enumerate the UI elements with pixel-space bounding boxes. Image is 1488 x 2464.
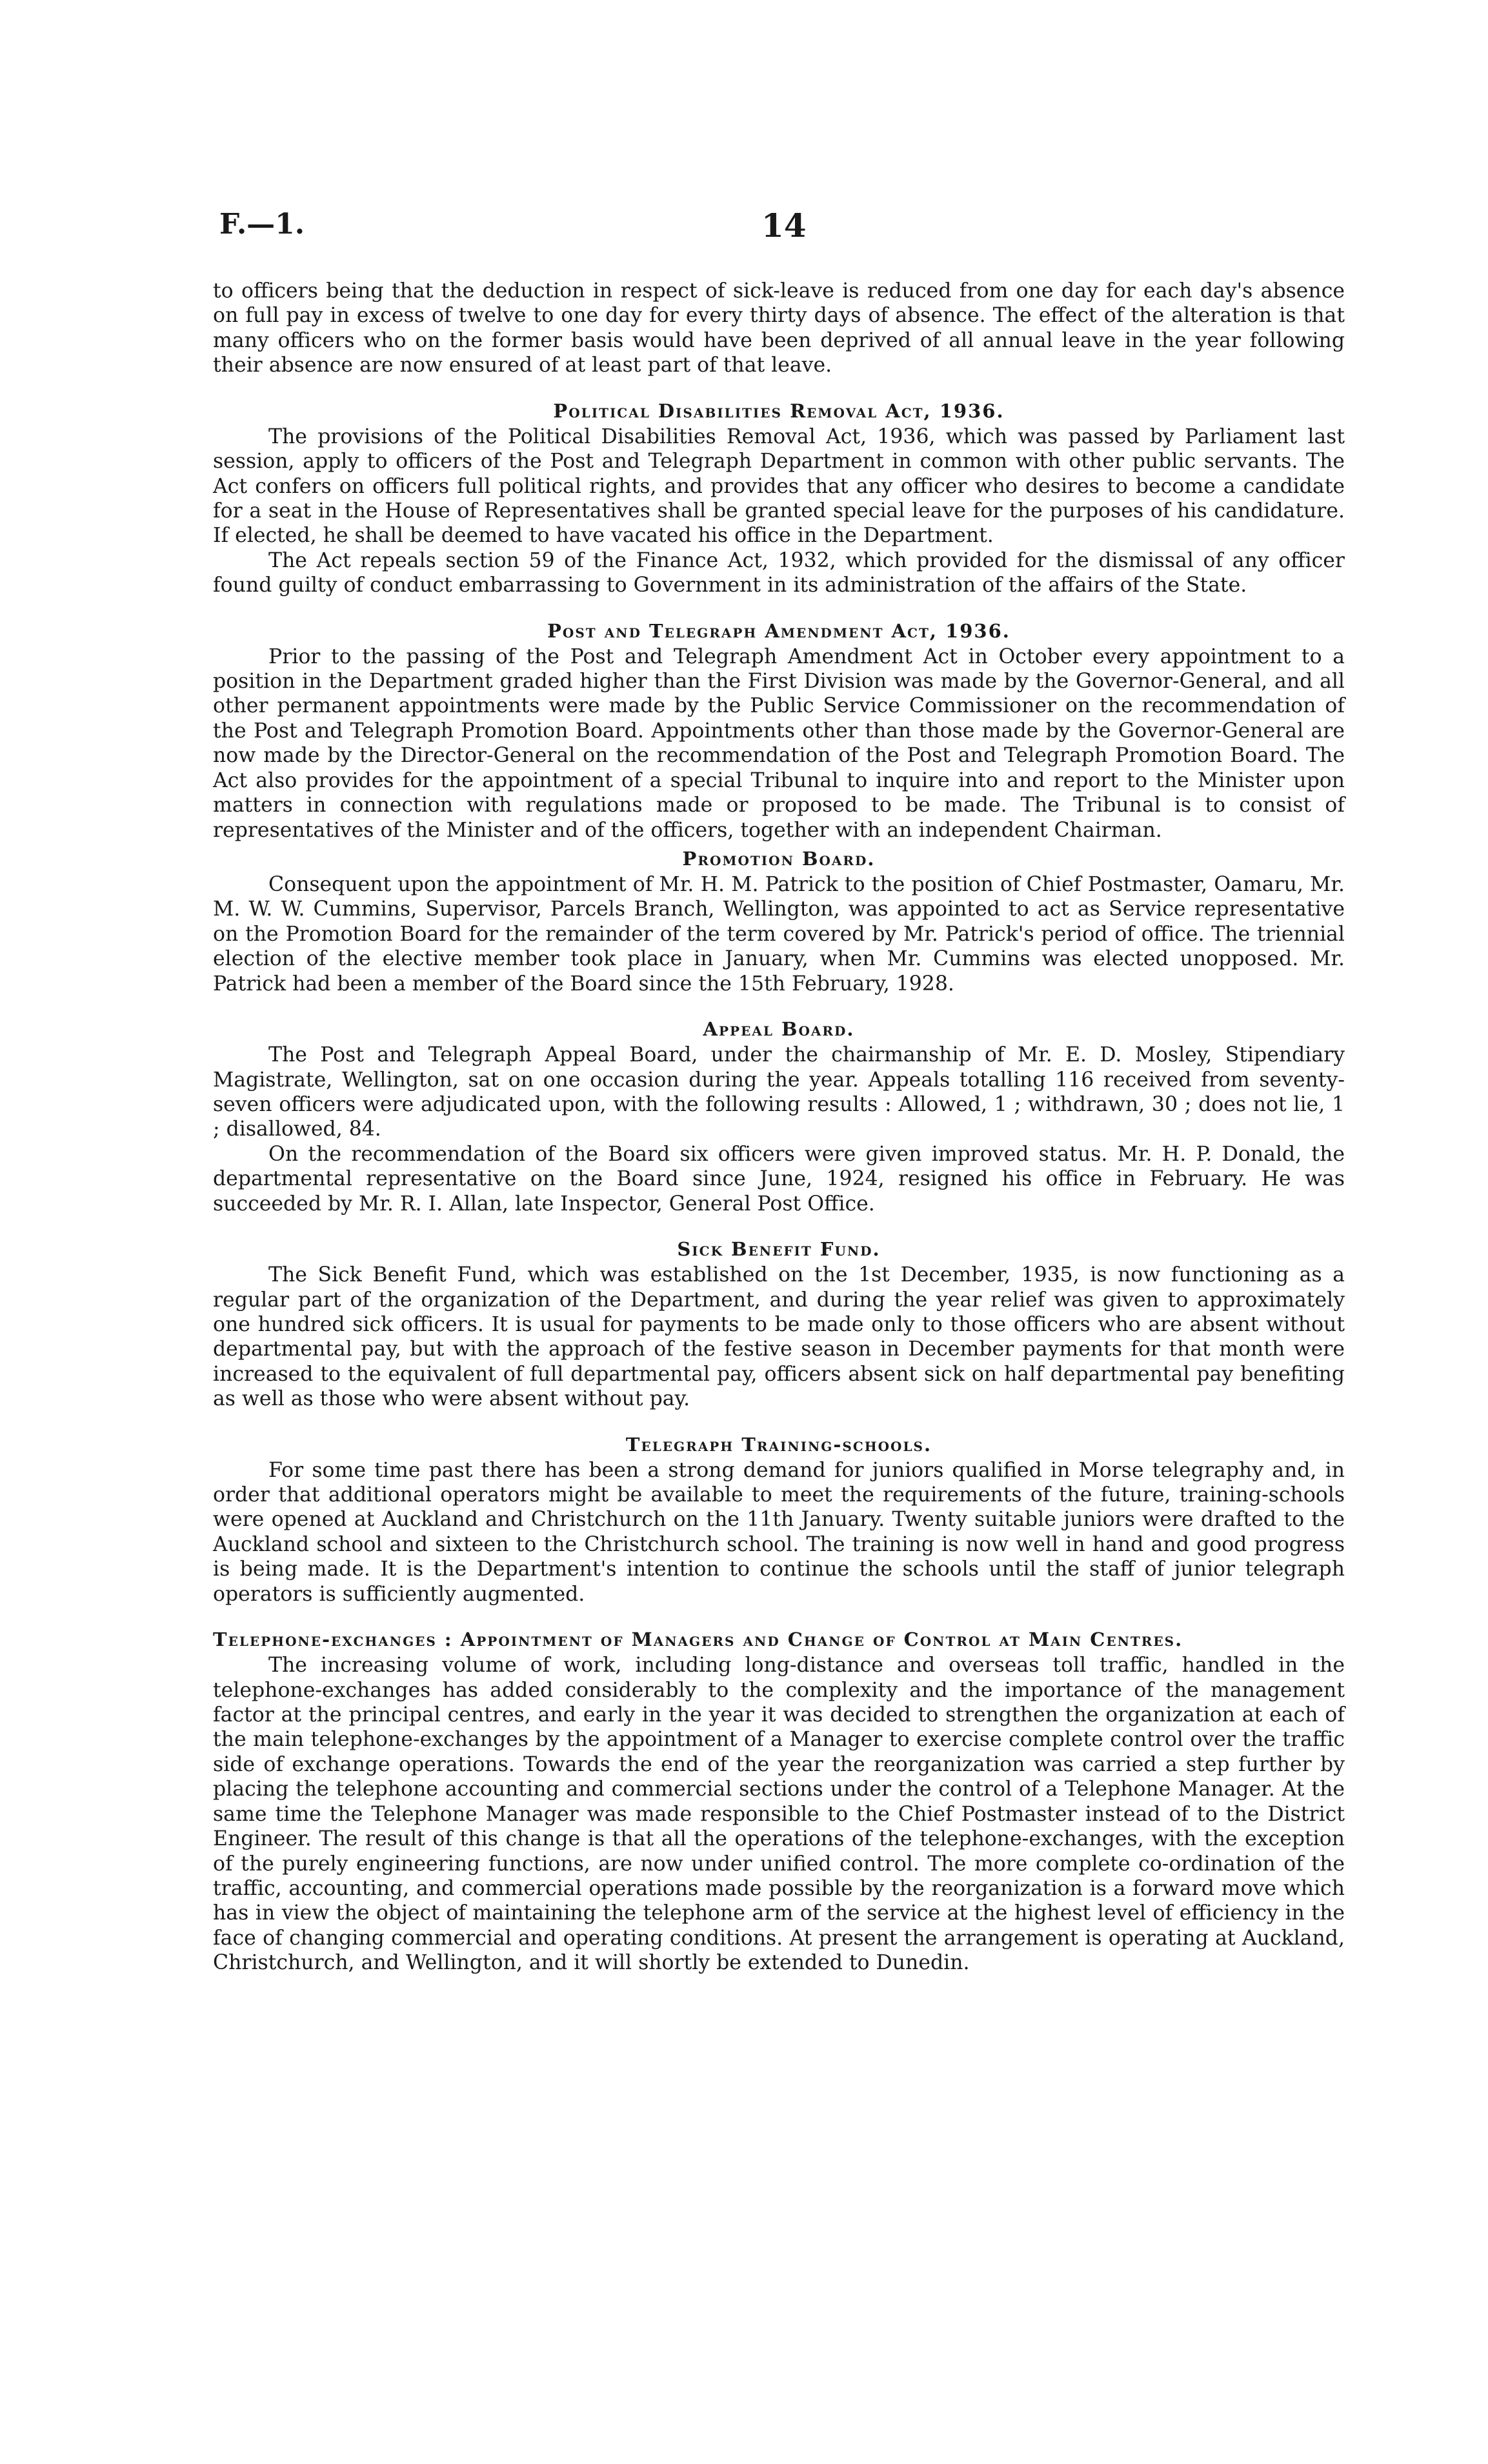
paragraph-telephone-exchanges: The increasing volume of work, including long-distance and overseas toll traffic, handled in the telephone-exchanges has added considerably to the complexity and the importance of the management factor at the principal centres, and early in the year it was decided to strengthen the organization at each of the main telephone-exchanges by the appointment of a Manager to exercise complete control over the traffic side of exchange operations. Towards the end of the year the reorganization was carried a step further by placing the telephone accounting and commercial sections under the control of a Telephone Manager. At the same time the Telephone Manager was made responsible to the Chief Postmaster instead of to the District Engineer. The result of this change is that all the operations of the telephone-exchanges, with the exception of the purely engineering functions, are now under unified control. The more complete co-ordination of the traffic, accounting, and commercial operations made possible by the reorganization is a forward move which has in view the object of maintaining the telephone arm of the service at the highest level of efficiency in the face of changing commercial and operating conditions. At present the arrangement is operating at Auckland, Christchurch, and Wellington, and it will shortly be extended to Dunedin. bbox=[213, 1654, 1345, 1975]
heading-telephone-exchanges: Telephone-exchanges : Appointment of Managers and Change of Control at Main Centres. bbox=[213, 1628, 1183, 1651]
paragraph-political-disabilities-1: The provisions of the Political Disabilities Removal Act, 1936, which was passed by Parliament last session, apply to officers of the Post and Telegraph Department in common with other public servants. The Act confers on officers full political rights, and provides that any officer who desires to become a candidate for a seat in the House of Representatives shall be granted special leave for the purposes of his candidature. If elected, he shall be deemed to have vacated his office in the Department. bbox=[213, 425, 1345, 548]
heading-appeal-board: Appeal Board. bbox=[703, 1018, 855, 1041]
paragraph-political-disabilities-2: The Act repeals section 59 of the Finance Act, 1932, which provided for the dismissal of any officer found guilty of conduct embarrassing to Government in its administration of the affairs of the State. bbox=[213, 548, 1345, 597]
paragraph-sick-leave-continuation: to officers being that the deduction in respect of sick-leave is reduced from one day for each day's absence on full pay in excess of twelve to one day for every thirty days of absence. The effect of the alteration is that many officers who on the former basis would have been deprived of all annual leave in the year following their absence are now ensured of at least part of that leave. bbox=[213, 279, 1345, 377]
paragraph-post-telegraph-amendment: Prior to the passing of the Post and Telegraph Amendment Act in October every appointment to a position in the Department graded higher than the First Division was made by the Governor-General, and all other permanent appointments were made by the Public Service Commissioner on the recommendation of the Post and Telegraph Promotion Board. Appointments other than those made by the Governor-General are now made by the Director-General on the recommendation of the Post and Telegraph Promotion Board. The Act also provides for the appointment of a special Tribunal to inquire into and report to the Minister upon matters in connection with regulations made or proposed to be made. The Tribunal is to consist of representatives of the Minister and of the officers, together with an independent Chairman. bbox=[213, 645, 1345, 842]
paragraph-promotion-board: Consequent upon the appointment of Mr. H. M. Patrick to the position of Chief Postmaster, Oamaru, Mr. M. W. W. Cummins, Supervisor, Parcels Branch, Wellington, was appointed to act as Service representative on the Promotion Board for the remainder of the term covered by Mr. Patrick's period of office. The triennial election of the elective member took place in January, when Mr. Cummins was elected unopposed. Mr. Patrick had been a member of the Board since the 15th February, 1928. bbox=[213, 873, 1345, 996]
heading-promotion-board: Promotion Board. bbox=[682, 848, 876, 870]
paragraph-appeal-board-2: On the recommendation of the Board six officers were given improved status. Mr. H. P. Donald, the departmental representative on the Board since June, 1924, resigned his office in February. He was succeeded by Mr. R. I. Allan, late Inspector, General Post Office. bbox=[213, 1142, 1345, 1216]
document-id: F.—1. bbox=[219, 208, 305, 241]
paragraph-sick-benefit-fund: The Sick Benefit Fund, which was established on the 1st December, 1935, is now functioning as a regular part of the organization of the Department, and during the year relief was given to approximately one hundred sick officers. It is usual for payments to be made only to those officers who are absent without departmental pay, but with the approach of the festive season in December payments for that month were increased to the equivalent of full departmental pay, officers absent sick on half departmental pay benefiting as well as those who were absent without pay. bbox=[213, 1263, 1345, 1411]
heading-sick-benefit-fund: Sick Benefit Fund. bbox=[677, 1238, 881, 1261]
heading-political-disabilities: Political Disabilities Removal Act, 1936. bbox=[553, 399, 1005, 422]
paragraph-appeal-board-1: The Post and Telegraph Appeal Board, under the chairmanship of Mr. E. D. Mosley, Stipendiary Magistrate, Wellington, sat on one occasion during the year. Appeals totalling 116 received from seventy-seven officers were adjudicated upon, with the following results : Allowed, 1 ; withdrawn, 30 ; does not lie, 1 ; disallowed, 84. bbox=[213, 1043, 1345, 1141]
paragraph-telegraph-training-schools: For some time past there has been a strong demand for juniors qualified in Morse telegraphy and, in order that additional operators might be available to meet the requirements of the future, training-schools were opened at Auckland and Christchurch on the 11th January. Twenty suitable juniors were drafted to the Auckland school and sixteen to the Christchurch school. The training is now well in hand and good progress is being made. It is the Department's intention to continue the schools until the staff of junior telegraph operators is sufficiently augmented. bbox=[213, 1458, 1345, 1606]
page-body bbox=[213, 279, 1345, 1976]
heading-post-telegraph-amendment: Post and Telegraph Amendment Act, 1936. bbox=[547, 619, 1010, 642]
page-number: 14 bbox=[761, 206, 807, 245]
heading-telegraph-training-schools: Telegraph Training-schools. bbox=[625, 1433, 932, 1456]
